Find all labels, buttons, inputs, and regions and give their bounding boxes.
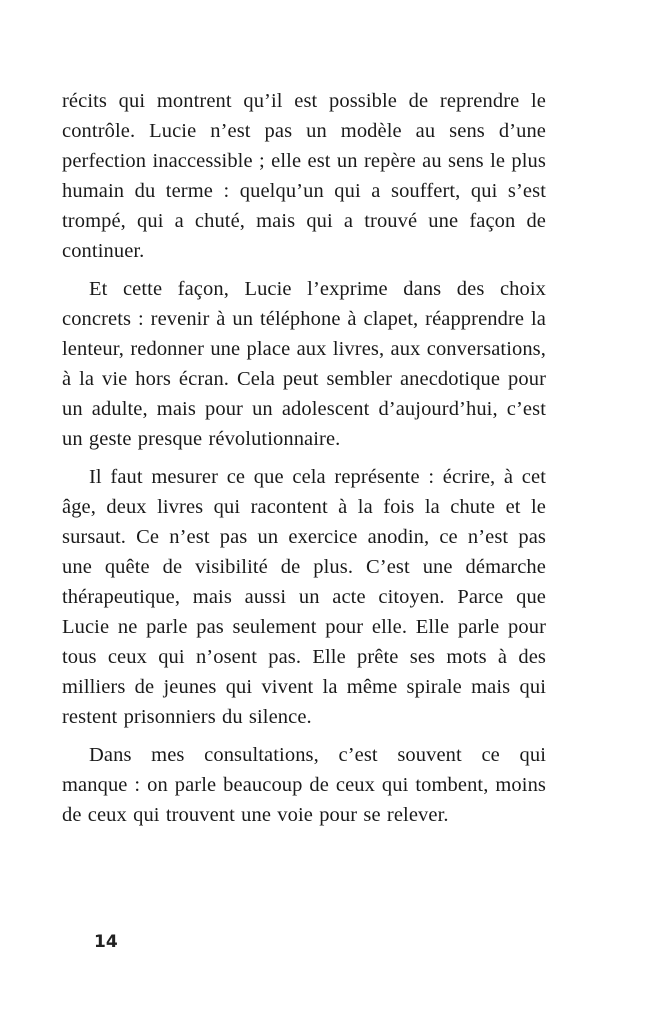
paragraph: Et cette façon, Lucie l’exprime dans des choix concrets : revenir à un téléphone à clapet, réapprendre la lenteur, redonner une place aux livres, aux conversations, à la vie hors écran. Cela peut sembler anecdotique pour un adulte, mais pour un adolescent d’aujourd’hui, c’est un geste presque révolutionnaire. <box>62 278 546 450</box>
paragraph: Il faut mesurer ce que cela représente : écrire, à cet âge, deux livres qui racontent à la fois la chute et le sursaut. Ce n’est pas un exercice anodin, ce n’est pas une quête de visibilité de plus. C’est une démarche thérapeutique, mais aussi un acte citoyen. Parce que Lucie ne parle pas seulement pour elle. Elle parle pour tous ceux qui n’osent pas. Elle prête ses mots à des milliers de jeunes qui vivent la même spirale mais qui restent prisonniers du silence. <box>62 466 546 728</box>
paragraph: récits qui montrent qu’il est possible de reprendre le contrôle. Lucie n’est pas un modèle au sens d’une perfection inaccessible ; elle est un repère au sens le plus humain du terme : quelqu’un qui a souffert, qui s’est trompé, qui a chuté, mais qui a trouvé une façon de continuer. <box>62 90 546 262</box>
page-text <box>62 86 546 838</box>
page-number: 14 <box>94 932 118 952</box>
paragraph: Dans mes consultations, c’est souvent ce qui manque : on parle beaucoup de ceux qui tombent, moins de ceux qui trouvent une voie pour se relever. <box>62 744 546 826</box>
